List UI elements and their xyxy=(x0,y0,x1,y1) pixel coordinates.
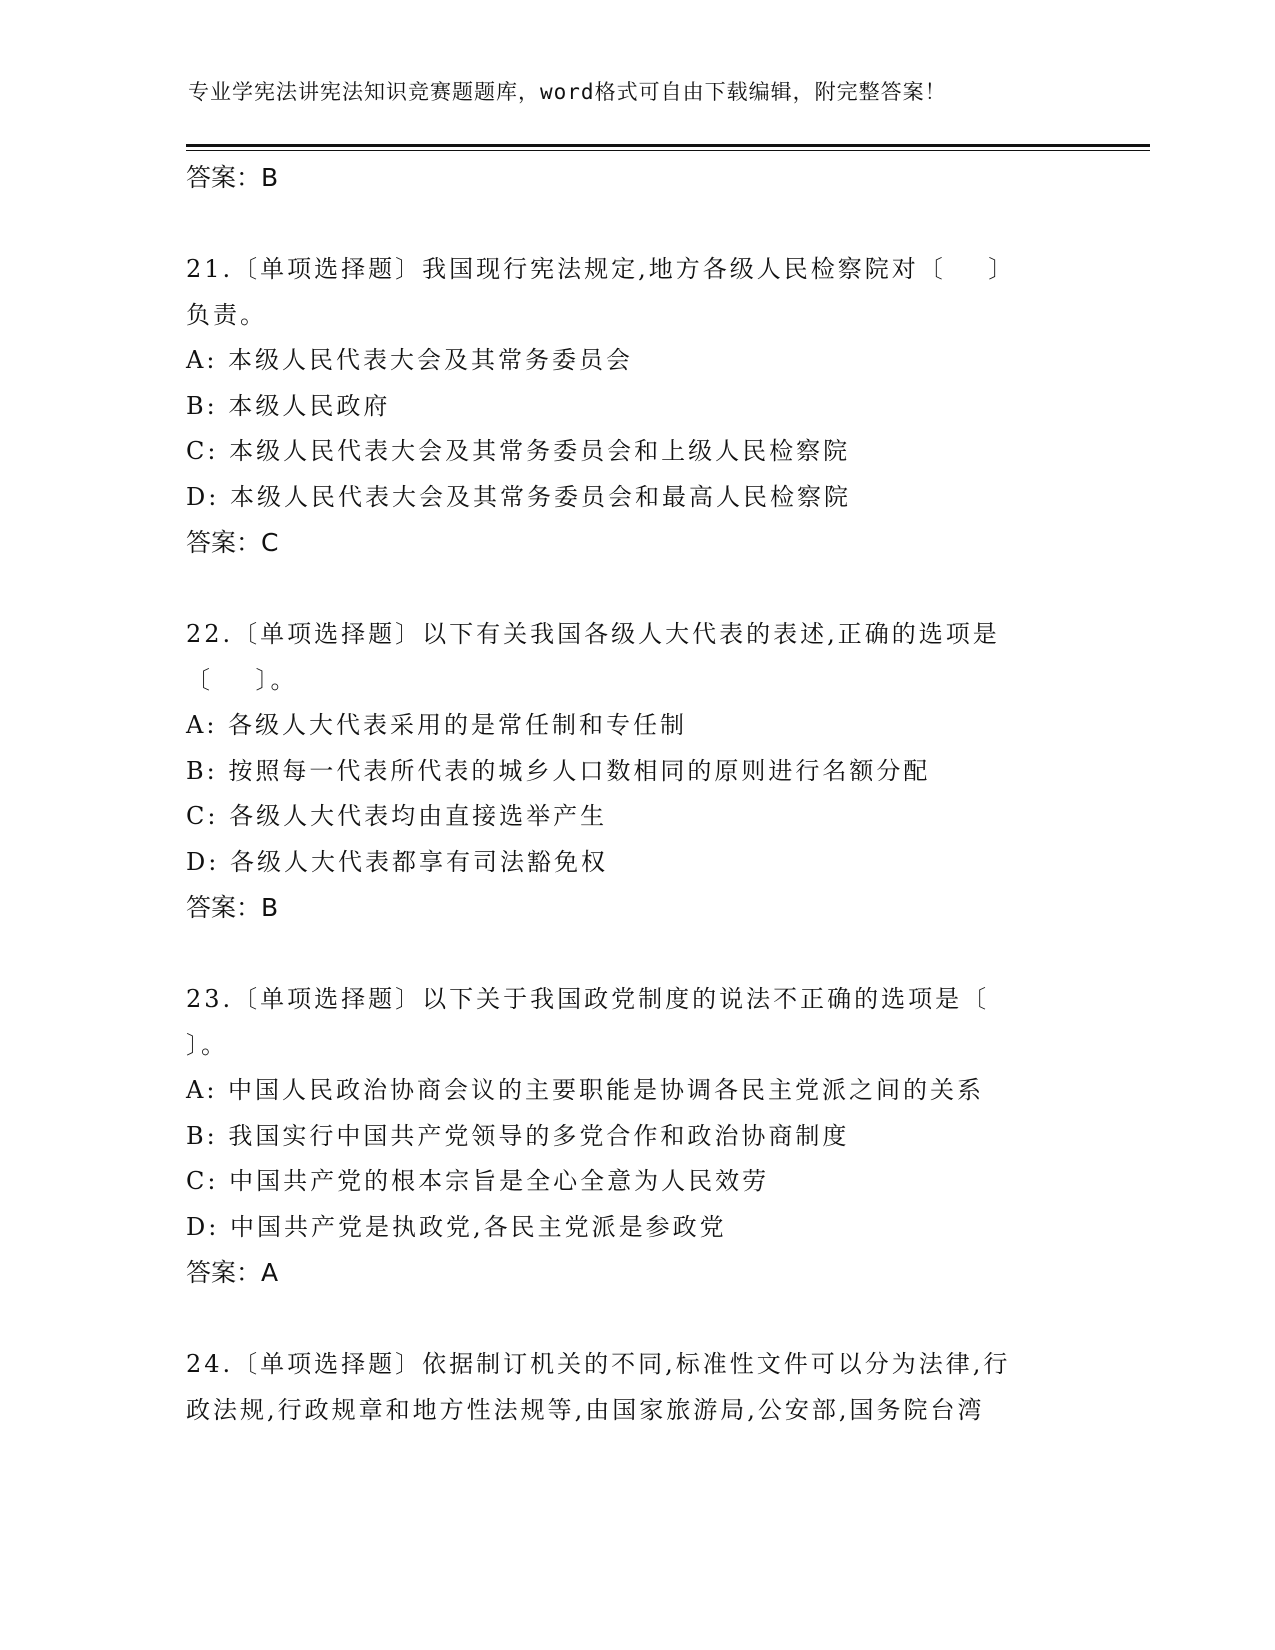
answer-line: 答案：B xyxy=(186,163,279,192)
spacer xyxy=(186,566,1086,612)
question-stem-line: 22.〔单项选择题〕以下有关我国各级人大代表的表述,正确的选项是 xyxy=(186,620,1000,648)
header-rule-thick xyxy=(186,144,1150,147)
document-body xyxy=(186,155,1086,1433)
option-c: C: 本级人民代表大会及其常务委员会和上级人民检察院 xyxy=(186,437,851,465)
page-header: 专业学宪法讲宪法知识竞赛题题库，word格式可自由下载编辑，附完整答案！ xyxy=(188,80,947,104)
question-22 xyxy=(186,612,1086,931)
answer-line: 答案：B xyxy=(186,893,279,922)
option-d: D: 中国共产党是执政党,各民主党派是参政党 xyxy=(186,1212,727,1241)
option-d: D: 各级人大代表都享有司法豁免权 xyxy=(186,847,608,876)
option-a: A: 本级人民代表大会及其常务委员会 xyxy=(186,346,634,374)
option-a: A: 各级人大代表采用的是常任制和专任制 xyxy=(186,711,688,739)
question-21 xyxy=(186,247,1086,566)
option-a: A: 中国人民政治协商会议的主要职能是协调各民主党派之间的关系 xyxy=(186,1076,985,1104)
question-stem-line: 〕。 xyxy=(186,1030,228,1059)
question-stem-line: 负责。 xyxy=(186,300,267,329)
option-c: C: 中国共产党的根本宗旨是全心全意为人民效劳 xyxy=(186,1167,770,1195)
answer-line: 答案：C xyxy=(186,528,279,557)
question-stem-line: 政法规,行政规章和地方性法规等,由国家旅游局,公安部,国务院台湾 xyxy=(186,1395,985,1424)
question-stem-line: 21.〔单项选择题〕我国现行宪法规定,地方各级人民检察院对〔 〕 xyxy=(186,255,1016,283)
answer-line: 答案：A xyxy=(186,1258,279,1287)
question-stem-line: 24.〔单项选择题〕依据制订机关的不同,标准性文件可以分为法律,行 xyxy=(186,1350,1011,1378)
option-b: B: 按照每一代表所代表的城乡人口数相同的原则进行名额分配 xyxy=(186,756,931,785)
option-c: C: 各级人大代表均由直接选举产生 xyxy=(186,802,608,830)
question-stem-line: 23.〔单项选择题〕以下关于我国政党制度的说法不正确的选项是〔 xyxy=(186,985,990,1013)
question-stem-line: 〔 〕。 xyxy=(186,665,298,694)
option-d: D: 本级人民代表大会及其常务委员会和最高人民检察院 xyxy=(186,482,851,511)
spacer xyxy=(186,931,1086,977)
option-b: B: 我国实行中国共产党领导的多党合作和政治协商制度 xyxy=(186,1121,850,1150)
option-b: B: 本级人民政府 xyxy=(186,391,391,420)
spacer xyxy=(186,201,1086,247)
question-24 xyxy=(186,1342,1086,1433)
question-23 xyxy=(186,977,1086,1296)
spacer xyxy=(186,1296,1086,1342)
header-rule-thin xyxy=(186,150,1150,151)
